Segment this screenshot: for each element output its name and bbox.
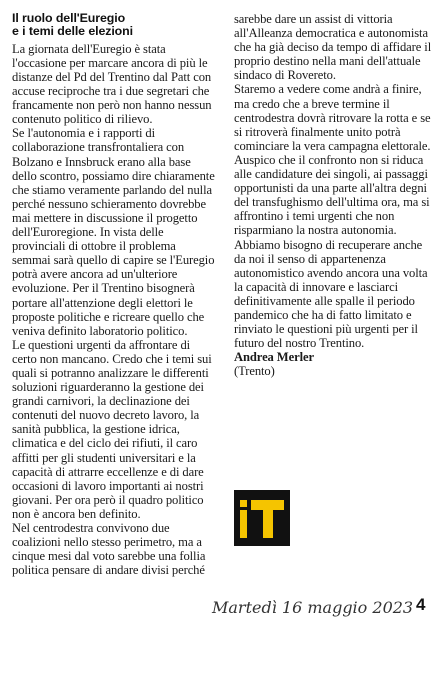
article-paragraph: Le questioni urgenti da affrontare di certo non mancano. Credo che i temi sui quali si potranno analizzare le differenti soluzioni riguarderanno la gestione dei grandi carnivori, la declinazione dei contenuti del nuovo decreto lavoro, la sanità pubblica, la gestione idrica, climatica e del ciclo dei rifiuti, il caro affitti per gli studenti universitari e la capacità di attrarre eccellenze e di dare occasioni di lavoro importanti ai nostri giovani. Per ora però il quadro politico non è ancora ben definito.	[12, 337, 212, 521]
article-title-line-1: Il ruolo dell'Euregio	[12, 11, 126, 25]
article-paragraph: Staremo a vedere come andrà a finire, ma credo che a breve termine il centrodestra dovrà ritrovare la rotta e se si ritroverà finalmente unito potrà cominciare la vera campagna elettorale. Auspico che il confronto non si riduca alle candidature dei singoli, ai passaggi opportunisti da una parte all'altra degni del transfughismo dell'ultima ora, ma si affrontino i temi urgenti che non risparmiano la nostra autonomia.	[234, 82, 431, 238]
article-paragraph: Se l'autonomia e i rapporti di collaborazione transfrontaliera con Bolzano e Innsbruck erano alla base dello scontro, possiamo dire chiaramente che stiamo veramente parlando del nulla perché nessuno schieramento dovrebbe mai mettere in discussione il progetto dell'Euroregione. In vista delle provinciali di ottobre il problema semmai sarà quello di capire se l'Euregio potrà avere ancora ad un'ulteriore evoluzione. Per il Trentino bisognerà portare all'attenzione degli elettori le proposte politiche e ricreare quello che veniva definito laboratorio politico.	[12, 126, 215, 338]
logo-t-stem	[263, 510, 273, 538]
article-title-line-2: e i temi delle elezioni	[12, 24, 133, 39]
author-location: (Trento)	[234, 364, 275, 379]
issue-date: Martedì 16 maggio 2023	[212, 598, 414, 617]
article-column-left	[12, 12, 217, 577]
logo-i-stem	[240, 510, 247, 538]
logo-t-bar	[251, 500, 284, 510]
article-title	[12, 12, 217, 39]
article-paragraph: sarebbe dare un assist di vittoria all'Alleanza democratica e autonomista che ha già deciso da tempo di affidare il proprio destino nella mani dell'attuale sindaco di Rovereto.	[234, 12, 432, 83]
article-paragraph: La giornata dell'Euregio è stata l'occasione per marcare ancora di più le distanze del Pd del Trentino dal Patt con accuse reciproche tra i due segretari che francamente non però non hanno nessun contenuto politico di rilievo.	[12, 41, 212, 127]
article-paragraph: Nel centrodestra convivono due coalizioni nello stesso perimetro, ma a cinque mesi dal voto sarebbe una follia politica pensare di andare divisi perché	[12, 521, 206, 578]
page-number: 4	[416, 595, 426, 614]
logo-graphic	[234, 490, 290, 546]
author-signature: Andrea Merler	[234, 350, 314, 365]
il-t-newspaper-logo	[234, 490, 290, 546]
article-paragraph: Abbiamo bisogno di recuperare anche da noi il senso di appartenenza autonomistico avendo ancora una volta la capacità di innovare e lasciarci definitivamente alle spalle il periodo pandemico che ha di fatto limitato e rinviato le questioni più urgenti per il futuro del nostro Trentino.	[234, 237, 428, 351]
article-column-right	[234, 12, 434, 378]
logo-i-dot	[240, 500, 247, 507]
